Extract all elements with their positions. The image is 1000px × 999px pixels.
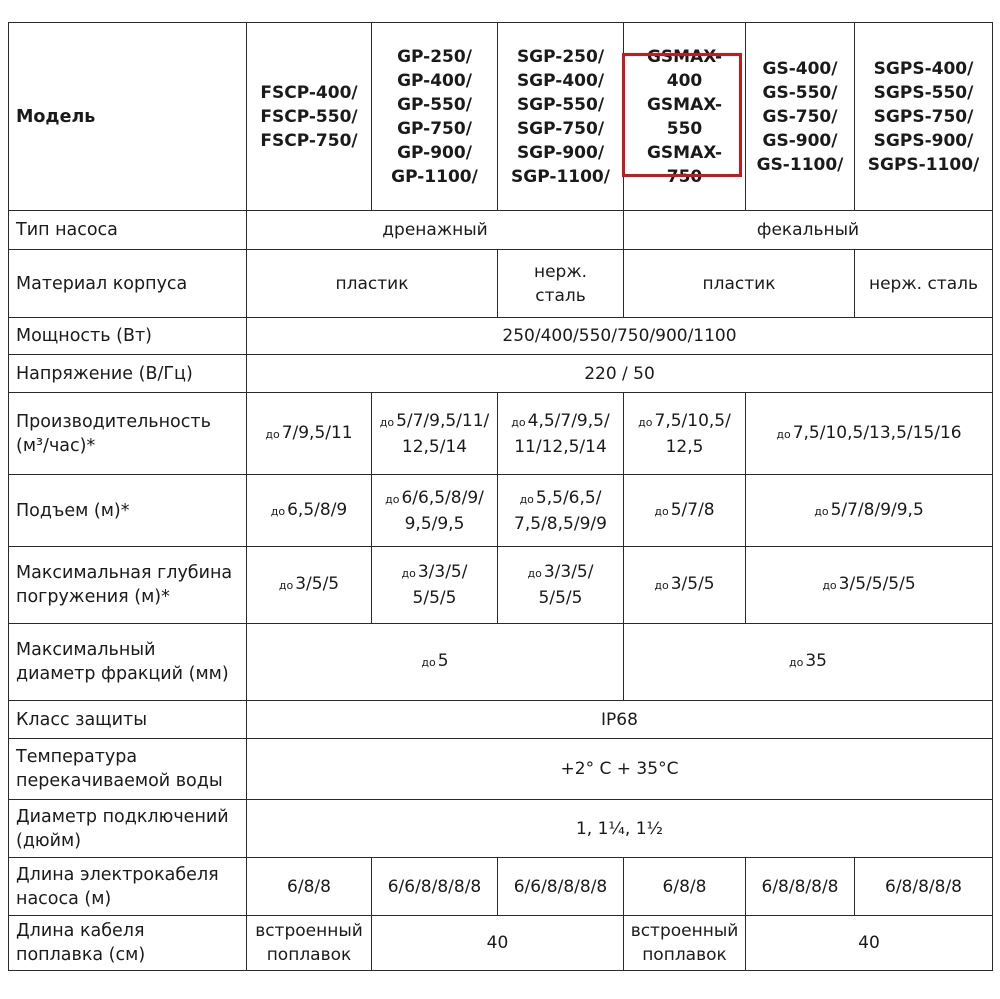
label-line: погружения (м)*	[16, 587, 170, 607]
value-text: 6/6,5/8/9/	[401, 487, 484, 508]
model-name: SGP-900/	[516, 142, 605, 163]
model-name: SGPS-1100/	[867, 154, 980, 175]
row-capacity	[9, 393, 993, 475]
value-text: 7,5/10,5/	[654, 410, 731, 431]
model-col-gsmax	[624, 23, 746, 211]
cell-value: дренажный	[247, 211, 624, 250]
value-text: 12,5	[665, 436, 704, 457]
cell-value: 1, 1¼, 1½	[247, 800, 993, 858]
row-temperature	[9, 739, 993, 800]
model-col-gs	[746, 23, 855, 211]
value-text: 3/5/5	[295, 574, 340, 594]
cell-value	[247, 916, 372, 971]
cell-value: 220 / 50	[247, 355, 993, 393]
cell-value	[624, 916, 746, 971]
model-name: GSMAX-750	[646, 142, 723, 187]
cell-value: 6/8/8	[247, 858, 372, 916]
prefix: до	[776, 427, 791, 441]
model-name: GSMAX-400	[646, 46, 723, 91]
label-line: Максимальная глубина	[16, 563, 233, 583]
cell-line: встроенный	[630, 921, 739, 941]
value-text: 7,5/8,5/9/9	[514, 513, 607, 534]
prefix: до	[654, 504, 669, 518]
cell-line: поплавок	[642, 945, 727, 965]
model-name: GS-550/	[762, 82, 838, 103]
row-power	[9, 318, 993, 355]
model-name: GP-1100/	[391, 166, 478, 187]
model-header: Модель	[9, 23, 247, 211]
cell-value	[247, 393, 372, 475]
prefix: до	[270, 504, 286, 518]
row-pump-type	[9, 211, 993, 250]
model-name: GP-250/	[397, 46, 472, 67]
cell-value: +2° С + 35°С	[247, 739, 993, 800]
prefix: до	[822, 579, 837, 592]
label-line: (дюйм)	[16, 830, 82, 851]
model-name: FSCP-400/	[260, 82, 358, 103]
cell-value	[247, 547, 372, 624]
row-label	[9, 858, 247, 916]
value-text: 5	[437, 651, 449, 671]
cell-value: 40	[372, 916, 624, 971]
row-label	[9, 393, 247, 475]
model-col-sgp	[498, 23, 624, 211]
label-line: Максимальный	[16, 640, 156, 660]
cell-value	[372, 547, 498, 624]
value-text: 3/3/5/	[417, 562, 468, 582]
label-line: Температура	[16, 747, 138, 767]
row-lift	[9, 475, 993, 547]
model-name: GSMAX-550	[646, 94, 723, 139]
prefix: до	[511, 415, 526, 429]
value-text: 6,5/8/9	[287, 499, 348, 520]
value-text: 35	[805, 651, 827, 671]
row-label	[9, 624, 247, 701]
row-connection	[9, 800, 993, 858]
model-name: SGPS-550/	[873, 82, 974, 103]
label-line: (м³/час)*	[16, 435, 96, 456]
cell-value	[624, 624, 993, 701]
prefix: до	[421, 656, 436, 669]
model-col-gp	[372, 23, 498, 211]
cell-value: IP68	[247, 701, 993, 739]
prefix: до	[638, 415, 653, 429]
cell-value	[498, 250, 624, 318]
cell-value: нерж. сталь	[855, 250, 993, 318]
cell-line: встроенный	[255, 921, 363, 941]
model-name: GP-550/	[397, 94, 472, 115]
value-text: 7,5/10,5/13,5/15/16	[792, 422, 962, 443]
model-name: GP-750/	[397, 118, 472, 139]
value-text: 5/5/5	[412, 588, 457, 608]
cell-value: 250/400/550/750/900/1100	[247, 318, 993, 355]
value-text: 9,5/9,5	[404, 513, 465, 534]
cell-value	[624, 393, 746, 475]
label-line: диаметр фракций (мм)	[16, 664, 229, 684]
cell-value: 6/8/8	[624, 858, 746, 916]
cell-value	[624, 547, 746, 624]
row-label	[9, 547, 247, 624]
cell-line: нерж.	[533, 261, 588, 282]
cell-value: фекальный	[624, 211, 993, 250]
row-label: Подъем (м)*	[9, 475, 247, 547]
prefix: до	[385, 492, 400, 506]
prefix: до	[814, 504, 829, 518]
cell-value	[247, 624, 624, 701]
cell-value: 6/8/8/8/8	[855, 858, 993, 916]
row-label	[9, 739, 247, 800]
cell-value: 40	[746, 916, 993, 971]
row-label	[9, 916, 247, 971]
value-text: 5/7/8/9/9,5	[830, 499, 924, 520]
cell-value	[746, 475, 993, 547]
row-protection	[9, 701, 993, 739]
prefix: до	[527, 567, 542, 580]
model-name: GP-400/	[397, 70, 472, 91]
row-material	[9, 250, 993, 318]
row-label: Тип насоса	[9, 211, 247, 250]
model-col-sgps	[855, 23, 993, 211]
header-row	[9, 23, 993, 211]
model-name: GP-900/	[397, 142, 472, 163]
prefix: до	[519, 492, 534, 506]
row-label: Материал корпуса	[9, 250, 247, 318]
label-line: перекачиваемой воды	[16, 771, 223, 791]
label-line: Длина кабеля	[16, 921, 145, 941]
prefix: до	[265, 427, 280, 441]
row-depth	[9, 547, 993, 624]
cell-value	[498, 475, 624, 547]
prefix: до	[278, 579, 294, 592]
cell-value	[247, 475, 372, 547]
row-label	[9, 800, 247, 858]
spec-table	[8, 22, 993, 971]
cell-value	[624, 475, 746, 547]
prefix: до	[401, 567, 416, 580]
cell-value	[498, 393, 624, 475]
cell-value	[498, 547, 624, 624]
value-text: 3/5/5	[670, 574, 715, 594]
cell-value	[372, 393, 498, 475]
value-text: 11/12,5/14	[514, 436, 607, 457]
value-text: 5/7/9,5/11/	[396, 410, 490, 431]
model-col-fscp	[247, 23, 372, 211]
value-text: 5/5/5	[538, 588, 583, 608]
cell-value	[746, 393, 993, 475]
label-line: Диаметр подключений	[16, 806, 229, 827]
row-fraction	[9, 624, 993, 701]
model-name: GS-400/	[762, 58, 838, 79]
row-float-cable	[9, 916, 993, 971]
model-name: SGP-550/	[516, 94, 605, 115]
cell-value	[746, 547, 993, 624]
model-name: SGP-250/	[516, 46, 605, 67]
row-cable	[9, 858, 993, 916]
cell-value: 6/6/8/8/8/8	[372, 858, 498, 916]
label-line: насоса (м)	[16, 888, 112, 909]
label-line: поплавка (см)	[16, 945, 146, 965]
row-label: Мощность (Вт)	[9, 318, 247, 355]
label-line: Производительность	[16, 411, 211, 432]
prefix: до	[654, 579, 669, 592]
cell-value	[372, 475, 498, 547]
model-name: GS-900/	[762, 130, 838, 151]
row-label: Класс защиты	[9, 701, 247, 739]
model-name: SGPS-400/	[873, 58, 974, 79]
model-name: SGP-750/	[516, 118, 605, 139]
prefix: до	[789, 656, 804, 669]
model-name: FSCP-750/	[260, 130, 358, 151]
value-text: 12,5/14	[401, 436, 468, 457]
label-line: Длина электрокабеля	[16, 864, 219, 885]
model-name: GS-1100/	[756, 154, 844, 175]
value-text: 3/3/5/	[543, 562, 594, 582]
cell-value: 6/8/8/8/8	[746, 858, 855, 916]
model-name: SGPS-750/	[873, 106, 974, 127]
model-name: SGPS-900/	[873, 130, 974, 151]
row-voltage	[9, 355, 993, 393]
value-text: 3/5/5/5/5	[838, 574, 916, 594]
cell-value: 6/6/8/8/8/8	[498, 858, 624, 916]
model-name: GS-750/	[762, 106, 838, 127]
value-text: 4,5/7/9,5/	[527, 410, 610, 431]
prefix: до	[379, 415, 395, 429]
model-name: SGP-1100/	[511, 166, 610, 187]
model-name: FSCP-550/	[260, 106, 358, 127]
value-text: 5/7/8	[670, 499, 715, 520]
value-text: 5,5/6,5/	[535, 487, 602, 508]
cell-value: пластик	[247, 250, 498, 318]
cell-value: пластик	[624, 250, 855, 318]
cell-line: сталь	[535, 285, 586, 306]
value-text: 7/9,5/11	[281, 422, 353, 443]
row-label: Напряжение (В/Гц)	[9, 355, 247, 393]
model-name: SGP-400/	[516, 70, 605, 91]
cell-line: поплавок	[266, 945, 352, 965]
